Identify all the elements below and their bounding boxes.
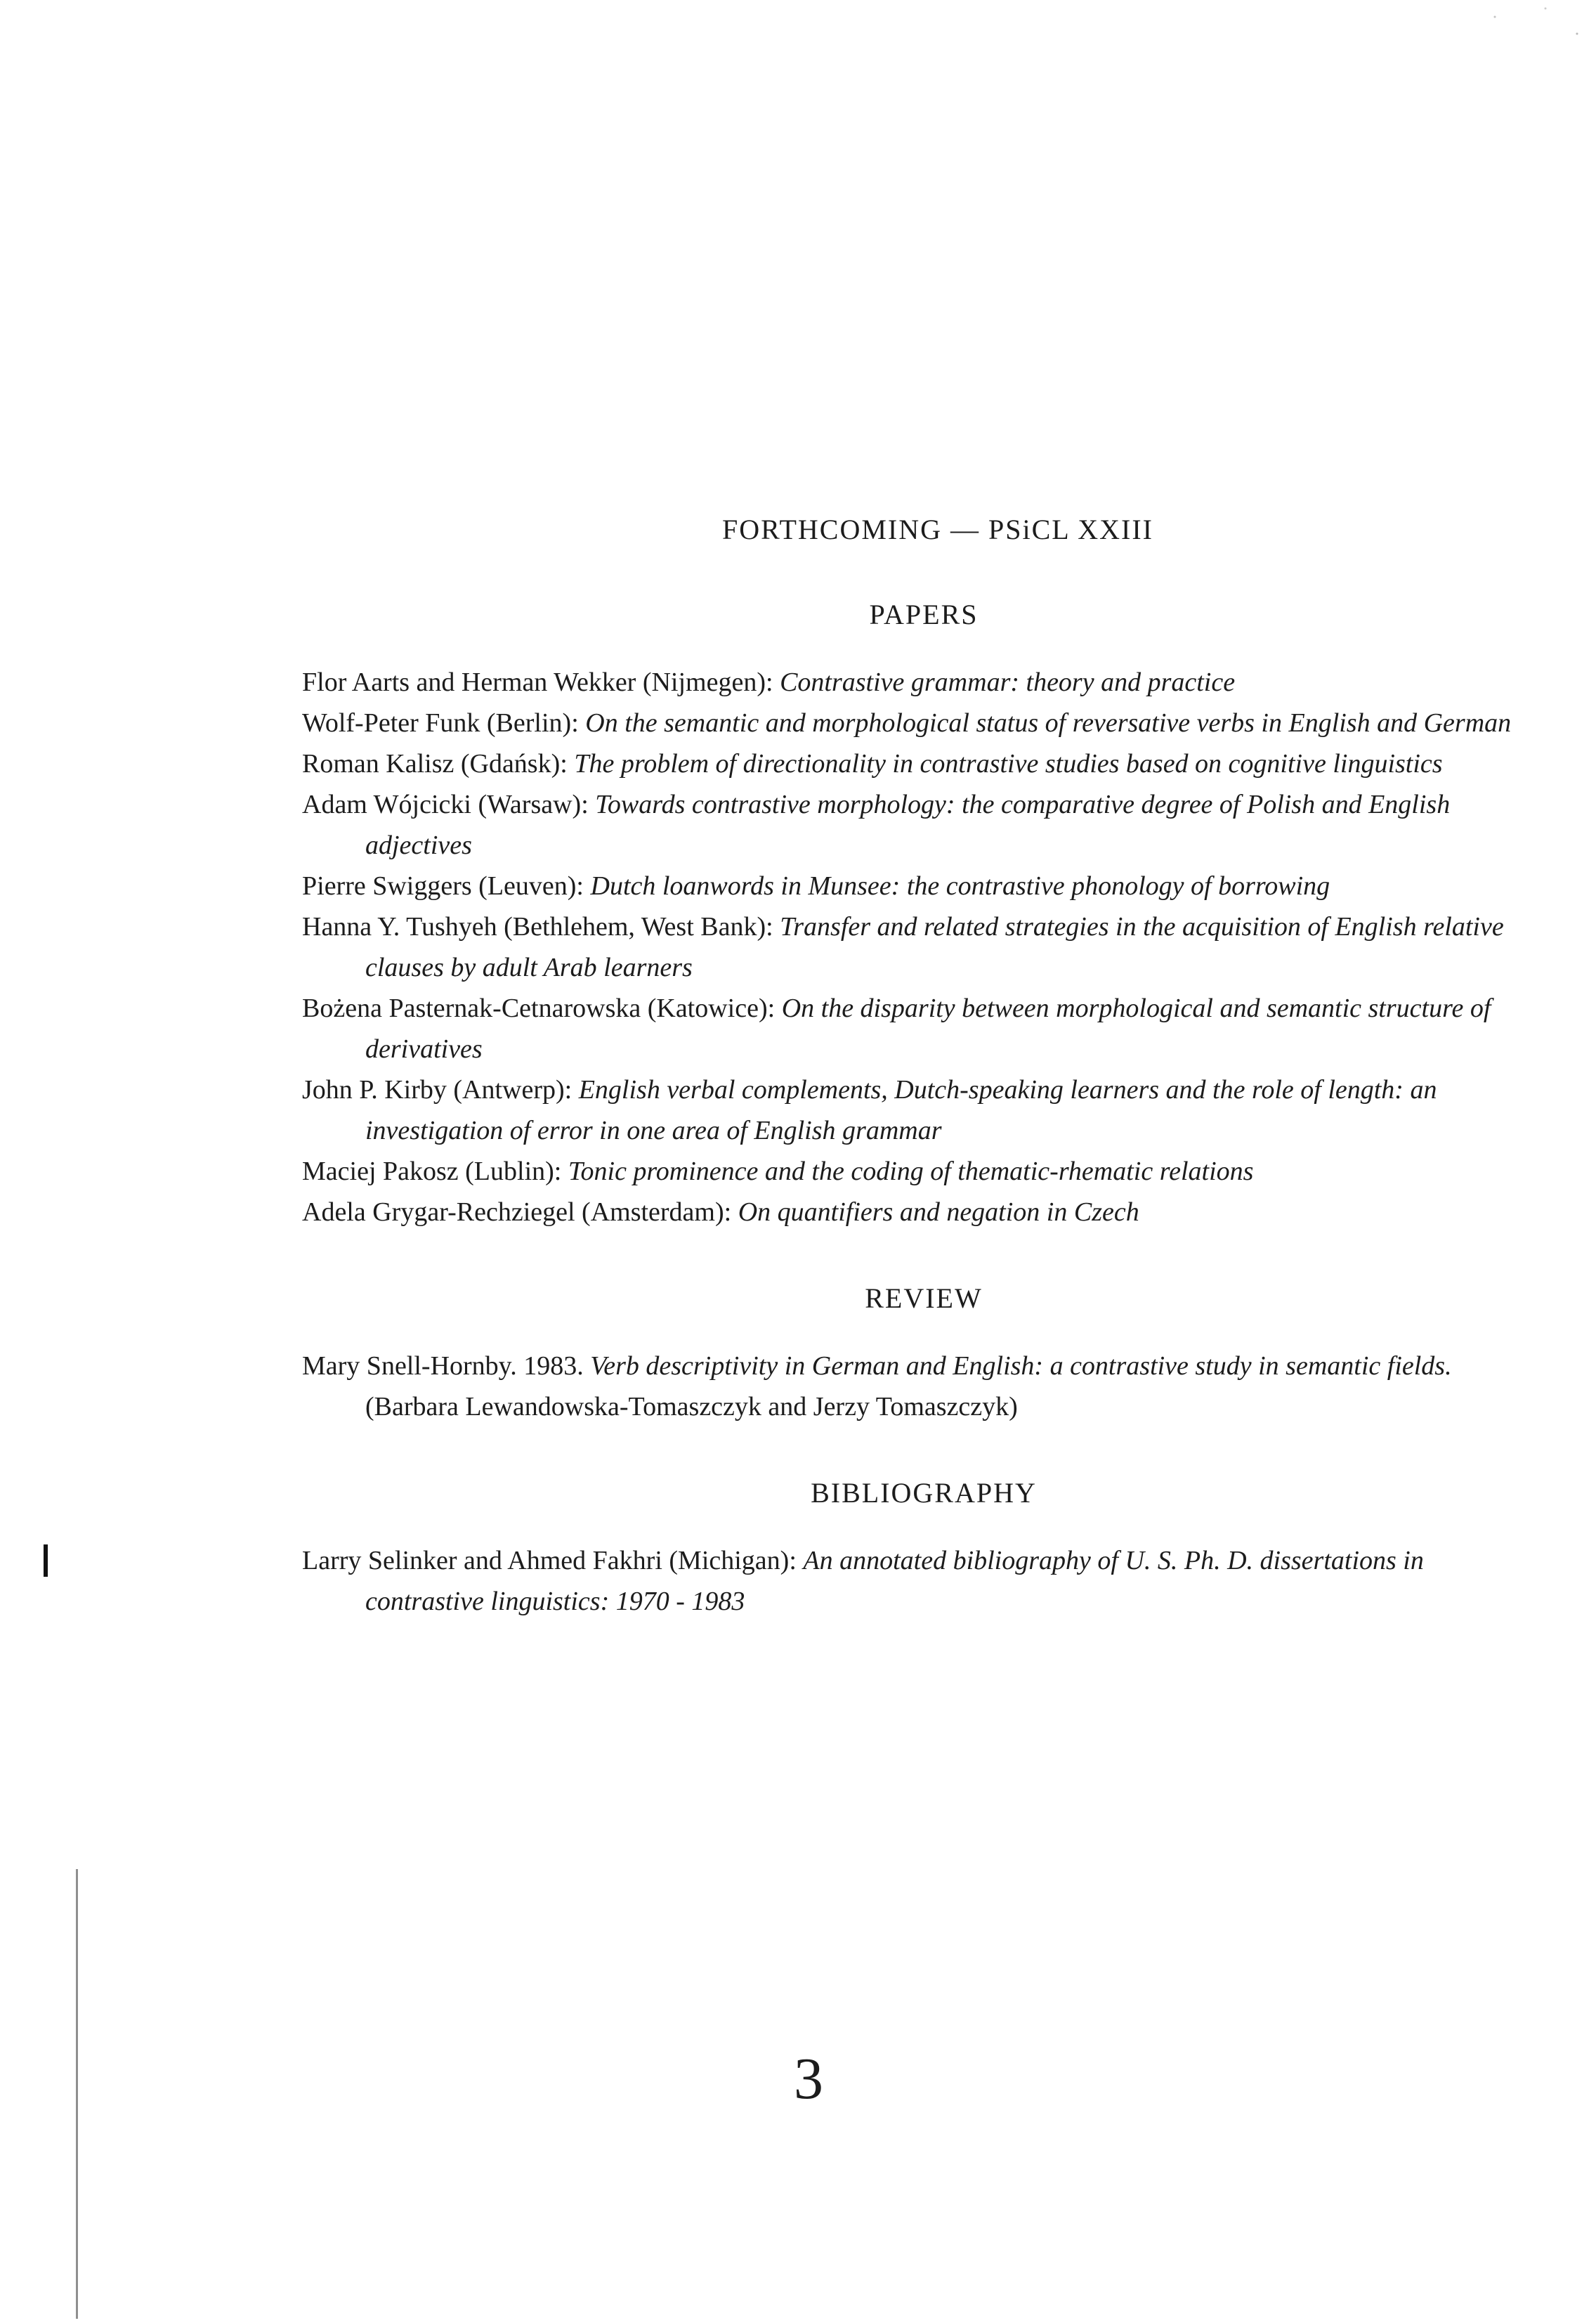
bibliography-heading: BIBLIOGRAPHY [811, 1477, 1037, 1509]
papers-heading: PAPERS [869, 599, 979, 630]
papers-list [302, 662, 1545, 1232]
entry-author: Larry Selinker and Ahmed Fakhri (Michigan): [302, 1546, 804, 1575]
scan-edge-mark [44, 1544, 48, 1577]
list-item [302, 866, 1545, 906]
entry-title: Tonic prominence and the coding of thematic-rhematic relations [568, 1157, 1254, 1186]
page-title: FORTHCOMING — PSiCL XXIII [722, 514, 1153, 545]
entry-title: Dutch loanwords in Munsee: the contrastive phonology of borrowing [590, 871, 1330, 901]
papers-section [302, 598, 1545, 1232]
forthcoming-contents [302, 513, 1545, 1671]
entry-author: Adela Grygar-Rechziegel (Amsterdam): [302, 1197, 738, 1227]
bibliography-list [302, 1540, 1545, 1622]
scan-edge-line [76, 1869, 78, 2319]
review-section [302, 1282, 1545, 1427]
list-item [302, 1346, 1545, 1427]
list-item [302, 743, 1545, 784]
entry-author: John P. Kirby (Antwerp): [302, 1075, 579, 1105]
entry-author: Roman Kalisz (Gdańsk): [302, 749, 575, 779]
list-item [302, 1069, 1545, 1151]
entry-author: Maciej Pakosz (Lublin): [302, 1157, 568, 1186]
entry-title: Verb descriptivity in German and English: a contrastive study in semantic fields. [590, 1351, 1452, 1381]
list-item [302, 1192, 1545, 1232]
entry-title: An annotated bibliography of U. S. Ph. D. dissertations in contrastive linguistics: 1970 - 1983 [365, 1546, 1424, 1616]
entry-title: On quantifiers and negation in Czech [738, 1197, 1139, 1227]
entry-title: The problem of directionality in contrastive studies based on cognitive linguistics [574, 749, 1443, 779]
entry-reviewers: (Barbara Lewandowska-Tomaszczyk and Jerzy Tomaszczyk) [365, 1392, 1018, 1421]
list-item [302, 662, 1545, 703]
entry-author: Hanna Y. Tushyeh (Bethlehem, West Bank): [302, 912, 780, 942]
list-item [302, 703, 1545, 743]
entry-author: Pierre Swiggers (Leuven): [302, 871, 591, 901]
page-number: 3 [794, 2046, 823, 2111]
entry-title: On the semantic and morphological status of reversative verbs in English and German [585, 708, 1512, 738]
scan-noise [1470, 0, 1596, 56]
entry-title: Contrastive grammar: theory and practice [780, 668, 1236, 697]
list-item [302, 988, 1545, 1069]
entry-author: Flor Aarts and Herman Wekker (Nijmegen): [302, 668, 780, 697]
review-heading: REVIEW [865, 1282, 983, 1314]
list-item [302, 1151, 1545, 1192]
list-item [302, 906, 1545, 988]
entry-title: Transfer and related strategies in the acquisition of English relative clauses by adult Arab learners [365, 912, 1504, 982]
entry-author: Wolf-Peter Funk (Berlin): [302, 708, 586, 738]
entry-title: English verbal complements, Dutch-speaking learners and the role of length: an investigation of error in one area of English grammar [365, 1075, 1437, 1145]
entry-author: Mary Snell-Hornby. 1983. [302, 1351, 591, 1381]
entry-title: On the disparity between morphological and semantic structure of derivatives [365, 994, 1491, 1064]
list-item [302, 1540, 1545, 1622]
entry-author: Bożena Pasternak-Cetnarowska (Katowice): [302, 994, 782, 1023]
review-list [302, 1346, 1545, 1427]
entry-title: Towards contrastive morphology: the comparative degree of Polish and English adjectives [365, 790, 1451, 860]
list-item [302, 784, 1545, 866]
bibliography-section [302, 1476, 1545, 1622]
entry-author: Adam Wójcicki (Warsaw): [302, 790, 596, 819]
